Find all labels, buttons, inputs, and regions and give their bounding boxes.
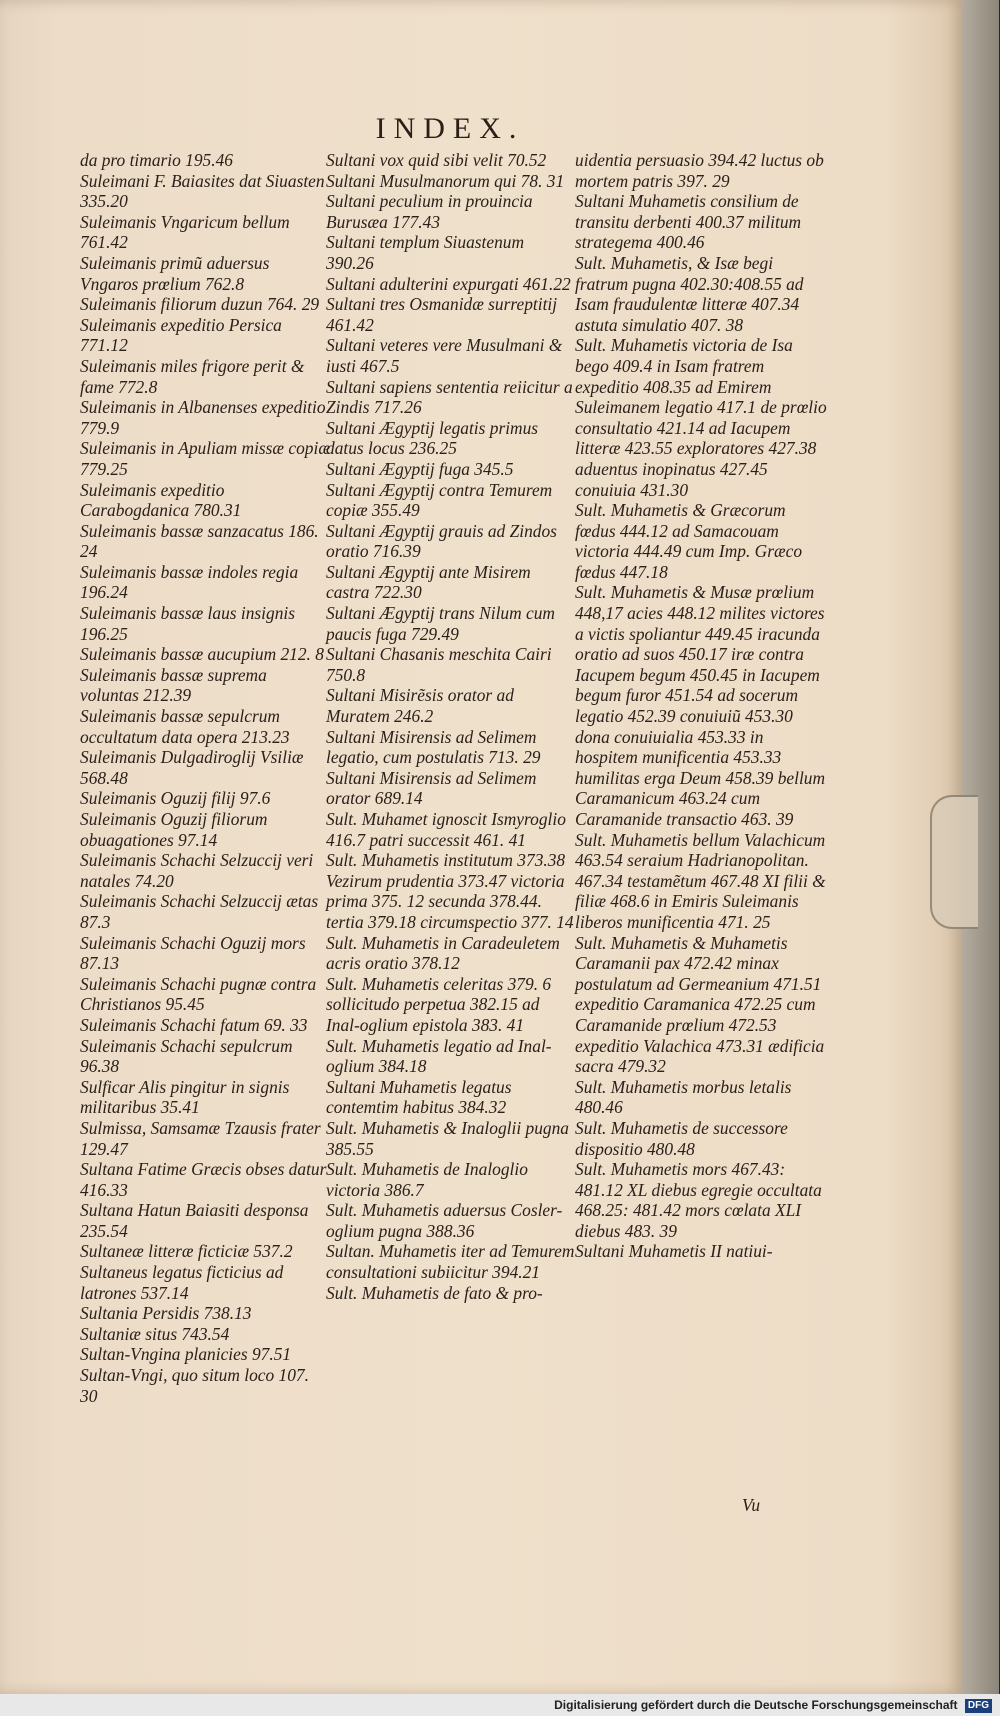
index-entry: Sult. Muhametis & Muhametis Caramanii pax 472.42 minax postulatum ad Germeanium 471.51 expeditio Caramanica 472.25 cum Caramanide prœlium 472.53 expeditio Valachica 473.31 ædificia sacra 479.32 <box>575 932 825 1077</box>
index-entry: Suleimanis bassæ suprema voluntas 212.39 <box>80 664 267 706</box>
index-entry: Sultani peculium in prouincia Burusæa 177.43 <box>326 191 533 232</box>
index-entry: uidentia persuasio 394.42 luctus ob mortem patris 397. 29 <box>575 150 824 191</box>
index-entry: Sultani vox quid sibi velit 70.52 <box>326 150 547 170</box>
index-entry: Suleimanis Schachi pugnæ contra Christianos 95.45 <box>80 973 317 1015</box>
index-entry: Suleimanis expeditio Carabogdanica 780.31 <box>80 479 242 521</box>
index-entry: Sultani Misirẽsis orator ad Muratem 246.2 <box>326 685 514 727</box>
index-entry: Sultana Hatun Baiasiti desponsa 235.54 <box>80 1200 309 1241</box>
index-entry: Suleimanis Oguzij filij 97.6 <box>80 788 271 809</box>
index-entry: da pro timario 195.46 <box>80 150 233 170</box>
index-entry: Suleimani F. Baiasites dat Siuasten 335.20 <box>80 170 325 212</box>
index-entry: Sultani Ægyptij grauis ad Zindos oratio 716.39 <box>326 520 557 562</box>
page-title: INDEX. <box>375 112 525 145</box>
index-entry: Sultana Fatime Græcis obses datur 416.33 <box>80 1159 327 1200</box>
index-entry: Sultani Muhametis legatus contemtim habitus 384.32 <box>326 1076 512 1118</box>
index-entry: Sultani Muhametis consilium de transitu derbenti 400.37 militum strategema 400.46 <box>575 191 802 253</box>
index-entry: Sultaniæ situs 743.54 <box>80 1323 230 1344</box>
index-entry: Sult. Muhametis celeritas 379. 6 sollicitudo perpetua 382.15 ad Inal-oglium epistola 383. 41 <box>326 973 552 1035</box>
index-entry: Sult. Muhametis legatio ad Inal-oglium 384.18 <box>326 1035 552 1077</box>
index-entry: Suleimanis filiorum duzun 764. 29 <box>80 294 320 315</box>
dfg-logo: DFG <box>965 1699 992 1713</box>
index-entry: Sultan. Muhametis iter ad Temurem consultationi subiicitur 394.21 <box>326 1241 575 1283</box>
index-entry: Sult. Muhametis & Græcorum fœdus 444.12 ad Samacouam victoria 444.49 cum Imp. Græco fœdus 447.18 <box>575 500 803 582</box>
index-entry: Sult. Muhametis, & Isæ begi fratrum pugna 402.30:408.55 ad Isam fraudulentæ litteræ 407.34 astuta simulatio 407. 38 <box>575 252 804 335</box>
index-entry: Suleimanis Schachi Selzuccij ætas 87.3 <box>80 891 319 932</box>
index-entry: Sultani Chasanis meschita Cairi 750.8 <box>326 644 552 685</box>
index-entry: Sulficar Alis pingitur in signis militaribus 35.41 <box>80 1076 290 1118</box>
index-entry: Sultani Ægyptij trans Nilum cum paucis fuga 729.49 <box>326 603 555 644</box>
index-entry: Sultan-Vngi, quo situm loco 107. 30 <box>80 1365 309 1406</box>
catchword: Vu <box>742 1495 761 1515</box>
index-entry: Sultani Ægyptij contra Temurem copiæ 355.49 <box>326 479 553 521</box>
index-entry: Sultani veteres vere Musulmani & iusti 467.5 <box>326 335 563 376</box>
index-entry: Sultani Muhametis II natiui- <box>575 1241 773 1262</box>
index-entry: Sult. Muhametis victoria de Isa bego 409.4 in Isam fratrem expeditio 408.35 ad Emirem Suleimanem legatio 417.1 de prœlio consultatio 421.14 ad Iacupem litteræ 423.55 exploratores 427.38 aduentus inopinatus 427.45 conuiuia 431.30 <box>575 335 827 500</box>
index-entry: Suleimanis bassæ sepulcrum occultatum data opera 213.23 <box>80 706 290 747</box>
index-column-2 <box>326 150 576 1303</box>
index-entry: Sult. Muhametis de Inaloglio victoria 386.7 <box>326 1159 528 1200</box>
index-entry: Suleimanis Vngaricum bellum 761.42 <box>80 211 290 253</box>
index-entry: Sult. Muhametis institutum 373.38 Vezirum prudentia 373.47 victoria prima 375. 12 secunda 378.44. tertia 379.18 circumspectio 377. 14 <box>326 850 574 932</box>
index-entry: Sultani Misirensis ad Selimem orator 689.14 <box>326 767 537 809</box>
index-entry: Sultani Misirensis ad Selimem legatio, cum postulatis 713. 29 <box>326 726 541 768</box>
index-column-3 <box>575 150 827 1262</box>
index-entry: Sult. Muhametis mors 467.43: 481.12 XL diebus egregie occultata 468.25: 481.42 mors cœlata XLI diebus 483. 39 <box>575 1159 822 1241</box>
index-entry: Sulmissa, Samsamæ Tzausis frater 129.47 <box>80 1117 321 1159</box>
index-entry: Suleimanis in Albanenses expeditio 779.9 <box>80 397 326 438</box>
index-entry: Sultaneæ litteræ ficticiæ 537.2 <box>80 1241 293 1262</box>
index-entry: Sultani templum Siuastenum 390.26 <box>326 232 525 273</box>
index-entry: Sultania Persidis 738.13 <box>80 1303 252 1324</box>
index-entry: Suleimanis miles frigore perit & fame 772.8 <box>80 355 305 397</box>
index-entry: Sultani Ægyptij fuga 345.5 <box>326 458 514 479</box>
index-entry: Suleimanis expeditio Persica 771.12 <box>80 314 282 356</box>
index-column-1 <box>80 150 330 1406</box>
index-entry: Sultani adulterini expurgati 461.22 <box>326 273 571 294</box>
index-entry: Sultani tres Osmanidæ surreptitij 461.42 <box>326 294 558 335</box>
index-entry: Suleimanis in Apuliam missæ copiæ 779.25 <box>80 438 330 479</box>
paper-clip-tab <box>930 795 978 929</box>
index-entry: Sultani Ægyptij ante Misirem castra 722.30 <box>326 561 531 603</box>
index-entry: Sultani Musulmanorum qui 78. 31 <box>326 170 565 191</box>
index-entry: Suleimanis bassæ aucupium 212. 8 <box>80 644 324 665</box>
index-entry: Suleimanis bassæ indoles regia 196.24 <box>80 561 299 603</box>
index-entry: Sultan-Vngina planicies 97.51 <box>80 1344 292 1365</box>
index-entry: Suleimanis Dulgadiroglij Vsiliæ 568.48 <box>80 747 304 788</box>
index-entry: Sult. Muhametis de successore dispositio 480.48 <box>575 1117 788 1159</box>
index-entry: Suleimanis bassæ laus insignis 196.25 <box>80 603 295 644</box>
index-entry: Suleimanis Schachi Selzuccij veri natales 74.20 <box>80 850 314 891</box>
index-entry: Sult. Muhametis in Caradeuletem acris oratio 378.12 <box>326 932 560 974</box>
index-entry: Suleimanis Oguzij filiorum obuagationes 97.14 <box>80 809 268 850</box>
footer-text: Digitalisierung gefördert durch die Deutsche Forschungsgemeinschaft <box>554 1698 958 1712</box>
index-entry: Sult. Muhametis & Musæ prœlium 448,17 acies 448.12 milites victores a victis spoliantur 449.45 iracunda oratio ad suos 450.17 iræ contra Iacupem begum 450.45 in Iacupem begum furor 451.54 ad socerum legatio 452.39 conuiuiũ 453.30 dona conuiuialia 453.33 in hospitem munificentia 453.33 humilitas erga Deum 458.39 bellum Caramanicum 463.24 cum Caramanide transactio 463. 39 <box>575 582 826 829</box>
index-entry: Sult. Muhametis aduersus Cosler-oglium pugna 388.36 <box>326 1200 563 1241</box>
index-entry: Sult. Muhametis & Inaloglii pugna 385.55 <box>326 1117 569 1159</box>
index-entry: Sult. Muhamet ignoscit Ismyroglio 416.7 patri successit 461. 41 <box>326 809 566 850</box>
index-entry: Sult. Muhametis de fato & pro- <box>326 1282 543 1303</box>
index-entry: Suleimanis Schachi Oguzij mors 87.13 <box>80 932 306 974</box>
index-entry: Suleimanis bassæ sanzacatus 186. 24 <box>80 520 319 562</box>
index-entry: Sult. Muhametis bellum Valachicum 463.54 seraium Hadrianopolitan. 467.34 testamẽtum 467.48 XI filii & filiæ 468.6 in Emiris Suleimanis liberos munificentia 471. 25 <box>575 829 826 932</box>
index-entry: Suleimanis Schachi sepulcrum 96.38 <box>80 1035 293 1077</box>
digitization-footer <box>0 1694 1000 1716</box>
index-entry: Suleimanis primũ aduersus Vngaros prœlium 762.8 <box>80 252 270 294</box>
index-entry: Sultani sapiens sententia reiicitur a Zindis 717.26 <box>326 376 573 418</box>
index-entry: Sultaneus legatus ficticius ad latrones 537.14 <box>80 1262 284 1303</box>
index-entry: Sultani Ægyptij legatis primus datus locus 236.25 <box>326 417 539 459</box>
index-entry: Sult. Muhametis morbus letalis 480.46 <box>575 1076 792 1118</box>
index-entry: Suleimanis Schachi fatum 69. 33 <box>80 1014 308 1035</box>
